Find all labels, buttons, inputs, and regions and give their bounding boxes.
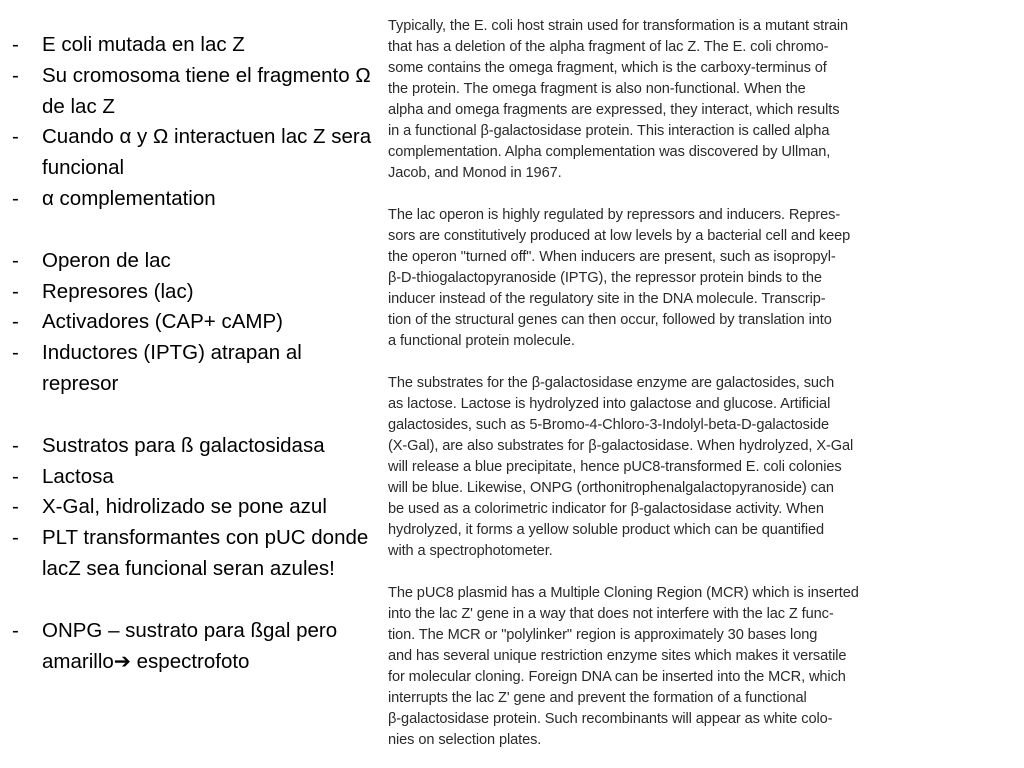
bullet-text: Inductores (IPTG) atrapan al represor xyxy=(42,341,302,395)
scan-line: Jacob, and Monod in 1967. xyxy=(388,165,562,181)
bullet-dash: - xyxy=(12,618,19,642)
scan-line: will be blue. Likewise, ONPG (orthonitrophenalgalactopyranoside) can xyxy=(388,480,834,496)
bullet-item xyxy=(12,523,374,585)
bullet-dash: - xyxy=(12,341,19,365)
bullet-text: PLT transformantes con pUC donde lacZ sea funcional seran azules! xyxy=(42,526,369,580)
bullet-dash: - xyxy=(12,186,19,210)
bullet-text: Su cromosoma tiene el fragmento Ω de lac Z xyxy=(42,63,371,118)
bullet-text: Represores (lac) xyxy=(42,279,194,303)
scan-line: (X-Gal), are also substrates for β-galactosidase. When hydrolyzed, X-Gal xyxy=(388,438,854,454)
scan-line: β-D-thiogalactopyranoside (IPTG), the repressor protein binds to the xyxy=(388,270,822,286)
bullet-dash: - xyxy=(12,310,19,334)
bullet-dash: - xyxy=(12,464,19,488)
bullet-dash: - xyxy=(12,526,19,550)
scan-line: in a functional β-galactosidase protein. This interaction is called alpha xyxy=(388,123,830,139)
scan-line: be used as a colorimetric indicator for β-galactosidase activity. When xyxy=(388,501,824,517)
scan-line: nies on selection plates. xyxy=(388,732,542,748)
bullet-item xyxy=(12,246,374,277)
scanned-text-column xyxy=(388,16,992,751)
bullet-item xyxy=(12,277,374,308)
bullet-text: α complementation xyxy=(42,186,216,210)
bullet-item xyxy=(12,61,374,123)
bullet-group-onpg xyxy=(12,616,374,678)
bullet-dash: - xyxy=(12,63,19,87)
bullet-dash: - xyxy=(12,248,19,272)
bullet-dash: - xyxy=(12,279,19,303)
scan-line: with a spectrophotometer. xyxy=(388,543,553,559)
scan-line: tion. The MCR or "polylinker" region is approximately 30 bases long xyxy=(388,627,818,643)
scan-line: into the lac Z' gene in a way that does not interfere with the lac Z func- xyxy=(388,606,834,622)
scan-line: some contains the omega fragment, which is the carboxy-terminus of xyxy=(388,60,827,76)
bullet-item xyxy=(12,307,374,338)
bullet-group-alpha-complementation xyxy=(12,30,374,215)
scan-line: The substrates for the β-galactosidase enzyme are galactosides, such xyxy=(388,375,835,391)
bullet-item xyxy=(12,492,374,523)
bullet-item xyxy=(12,462,374,493)
bullet-dash: - xyxy=(12,495,19,519)
bullet-group-lac-operon xyxy=(12,246,374,400)
bullet-text: ONPG – sustrato para ßgal pero amarillo➔ espectrofoto xyxy=(42,618,338,673)
scan-line: the operon "turned off". When inducers are present, such as isopropyl- xyxy=(388,249,836,265)
scan-line: The lac operon is highly regulated by repressors and inducers. Repres- xyxy=(388,207,841,223)
bullet-text: Cuando α y Ω interactuen lac Z sera funcional xyxy=(42,125,372,180)
scan-line: inducer instead of the regulatory site in the DNA molecule. Transcrip- xyxy=(388,291,826,307)
scan-line: galactosides, such as 5-Bromo-4-Chloro-3-Indolyl-beta-D-galactoside xyxy=(388,417,830,433)
bullet-text: Operon de lac xyxy=(42,248,171,272)
bullet-text: Lactosa xyxy=(42,464,114,488)
scan-paragraph-substrates xyxy=(388,373,992,562)
scan-line: will release a blue precipitate, hence pUC8-transformed E. coli colonies xyxy=(388,459,842,475)
scan-line: The pUC8 plasmid has a Multiple Cloning Region (MCR) which is inserted xyxy=(388,585,859,601)
scan-paragraph-lac-operon xyxy=(388,205,992,352)
bullet-item xyxy=(12,184,374,215)
scan-line: a functional protein molecule. xyxy=(388,333,575,349)
scan-line: and has several unique restriction enzyme sites which makes it versatile xyxy=(388,648,847,664)
bullet-text: Activadores (CAP+ cAMP) xyxy=(42,310,283,334)
scan-line: Typically, the E. coli host strain used for transformation is a mutant strain xyxy=(388,18,849,34)
bullet-group-substrates xyxy=(12,431,374,585)
bullet-text: Sustratos para ß galactosidasa xyxy=(42,433,325,457)
scan-paragraph-alpha-complementation xyxy=(388,16,992,184)
bullet-text: E coli mutada en lac Z xyxy=(42,33,245,56)
bullet-dash: - xyxy=(12,125,19,149)
bullet-item xyxy=(12,30,374,61)
scan-line: hydrolyzed, it forms a yellow soluble product which can be quantified xyxy=(388,522,825,538)
bullet-dash: - xyxy=(12,433,19,457)
scan-line: that has a deletion of the alpha fragment of lac Z. The E. coli chromo- xyxy=(388,39,829,55)
bullet-dash: - xyxy=(12,33,19,56)
bullet-list-column xyxy=(12,30,374,677)
bullet-item xyxy=(12,431,374,462)
scan-line: β-galactosidase protein. Such recombinants will appear as white colo- xyxy=(388,711,833,727)
scan-line: sors are constitutively produced at low levels by a bacterial cell and keep xyxy=(388,228,851,244)
bullet-item xyxy=(12,122,374,184)
scan-line: interrupts the lac Z' gene and prevent the formation of a functional xyxy=(388,690,807,706)
scan-line: the protein. The omega fragment is also non-functional. When the xyxy=(388,81,806,97)
scan-line: as lactose. Lactose is hydrolyzed into galactose and glucose. Artificial xyxy=(388,396,831,412)
scan-line: alpha and omega fragments are expressed, they interact, which results xyxy=(388,102,840,118)
bullet-item xyxy=(12,338,374,400)
scan-line: complementation. Alpha complementation was discovered by Ullman, xyxy=(388,144,831,160)
scan-line: tion of the structural genes can then occur, followed by translation into xyxy=(388,312,832,328)
bullet-text: X-Gal, hidrolizado se pone azul xyxy=(42,495,327,519)
bullet-item xyxy=(12,616,374,678)
scan-line: for molecular cloning. Foreign DNA can be inserted into the MCR, which xyxy=(388,669,846,685)
scan-paragraph-puc8-mcr xyxy=(388,583,992,751)
